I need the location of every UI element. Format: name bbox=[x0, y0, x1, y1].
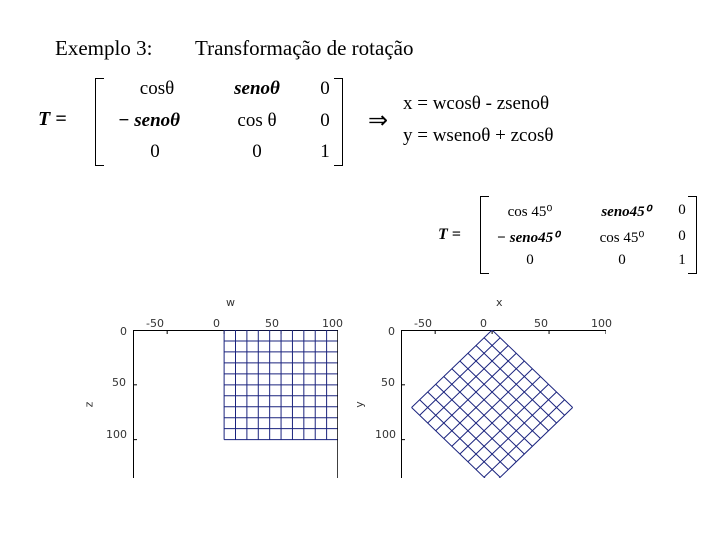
equation-y: y = wsenoθ + zcosθ bbox=[403, 125, 554, 146]
left-grid-plot bbox=[133, 330, 338, 478]
page-title: Transformação de rotação bbox=[195, 36, 414, 60]
left-plot-xlabel: w bbox=[226, 296, 235, 309]
left-plot-ylabel: z bbox=[82, 401, 96, 408]
matrix-cell: 0 bbox=[320, 110, 330, 131]
matrix-cell: cos 45⁰ bbox=[507, 204, 553, 220]
matrix-cell: 0 bbox=[618, 252, 626, 268]
right-xtick: 50 bbox=[534, 317, 548, 330]
left-xtick: 0 bbox=[213, 317, 220, 330]
matrix-cell: 0 bbox=[526, 252, 534, 268]
matrix-cell: cosθ bbox=[139, 78, 175, 99]
matrix-cell: seno45⁰ bbox=[601, 204, 651, 220]
rotation-matrix-45 bbox=[480, 196, 697, 274]
right-xtick: -50 bbox=[414, 317, 432, 330]
left-xtick: -50 bbox=[146, 317, 164, 330]
right-xtick: 0 bbox=[480, 317, 487, 330]
matrix-cell: 0 bbox=[320, 78, 330, 99]
left-ytick: 100 bbox=[106, 428, 127, 441]
matrix-cell: senoθ bbox=[234, 78, 280, 99]
matrix-cell: 0 bbox=[252, 141, 262, 162]
matrix-lhs: T = bbox=[38, 108, 67, 130]
matrix-cell: cos θ bbox=[237, 110, 277, 131]
right-ytick: 50 bbox=[381, 376, 395, 389]
matrix-cell: 0 bbox=[678, 202, 686, 218]
right-grid-plot bbox=[401, 330, 606, 478]
left-ytick: 50 bbox=[112, 376, 126, 389]
left-xtick: 50 bbox=[265, 317, 279, 330]
matrix-cell: 1 bbox=[678, 252, 686, 268]
equation-x: x = wcosθ - zsenoθ bbox=[403, 93, 550, 114]
example-label: Exemplo 3: bbox=[55, 36, 153, 60]
matrix-cell: 0 bbox=[150, 141, 160, 162]
left-ytick: 0 bbox=[120, 325, 127, 338]
right-plot-xlabel: x bbox=[496, 296, 503, 309]
right-ytick: 100 bbox=[375, 428, 396, 441]
left-xtick: 100 bbox=[322, 317, 343, 330]
general-rotation-matrix bbox=[95, 78, 343, 166]
matrix-cell: 0 bbox=[678, 228, 686, 244]
matrix-45-lhs: T = bbox=[438, 226, 461, 243]
matrix-cell: − seno45⁰ bbox=[496, 230, 560, 246]
implication-arrow: ⇒ bbox=[368, 108, 389, 134]
right-plot-ylabel: y bbox=[352, 401, 366, 408]
matrix-cell: 1 bbox=[320, 141, 330, 162]
right-xtick: 100 bbox=[591, 317, 612, 330]
right-ytick: 0 bbox=[388, 325, 395, 338]
matrix-cell: − senoθ bbox=[117, 110, 181, 131]
matrix-cell: cos 45⁰ bbox=[599, 230, 645, 246]
